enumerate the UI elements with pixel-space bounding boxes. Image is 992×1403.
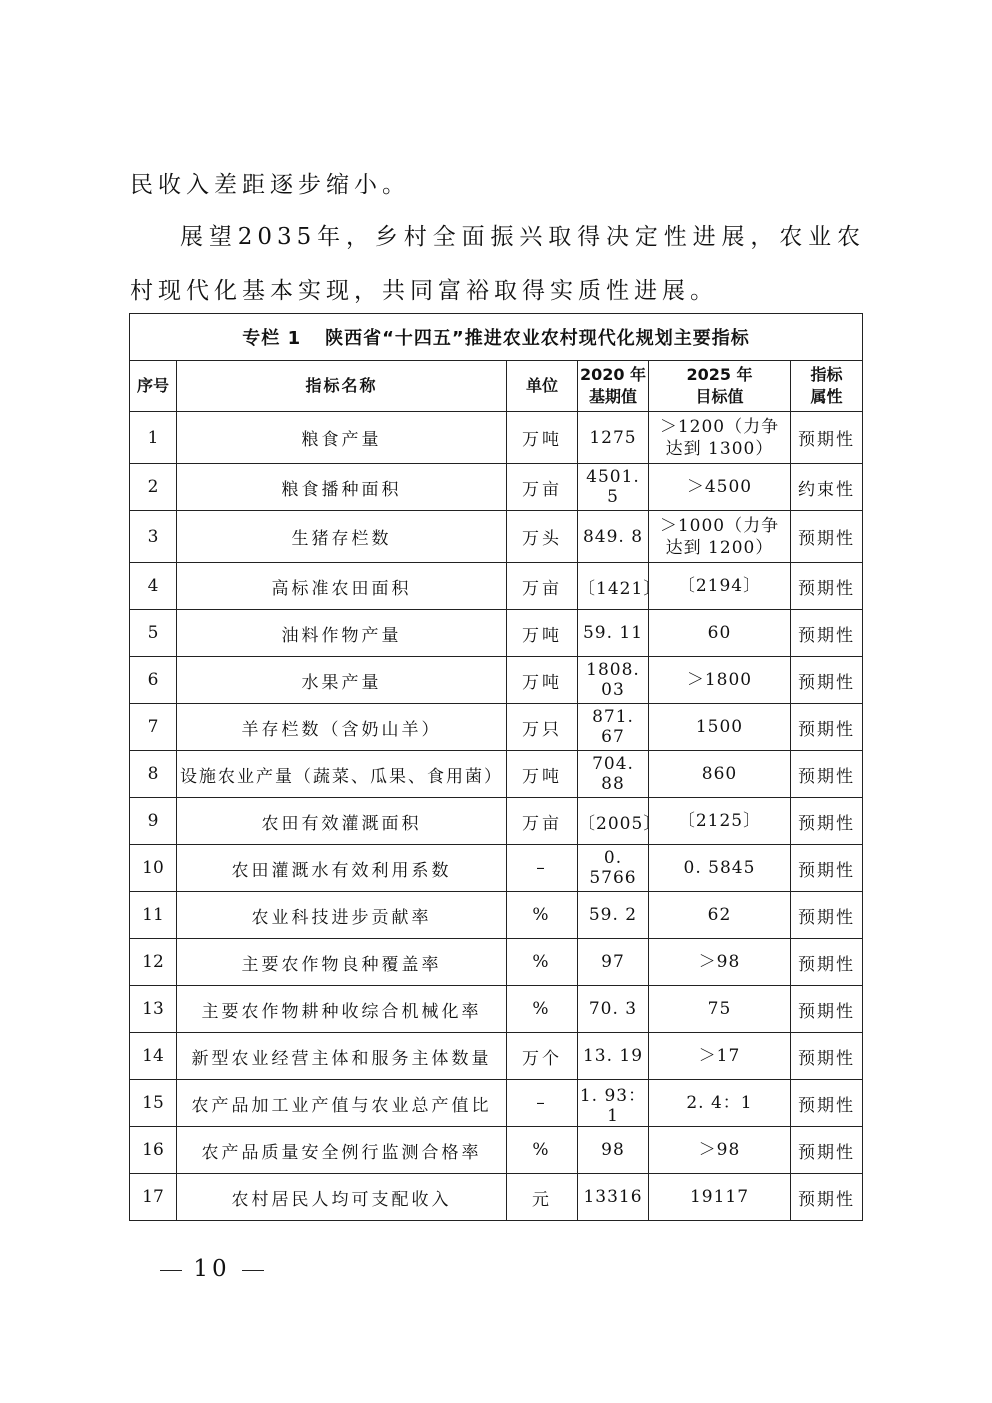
- cell-target-line1: ＞1200（力争: [659, 416, 780, 437]
- cell-base: 1808. 03: [578, 657, 649, 704]
- cell-unit: %: [507, 892, 578, 939]
- cell-unit: %: [507, 986, 578, 1033]
- cell-unit: 万吨: [507, 610, 578, 657]
- cell-unit: 万个: [507, 1033, 578, 1080]
- cell-target: ＞1800: [649, 657, 791, 704]
- header-unit: 单位: [507, 361, 578, 412]
- cell-target: [649, 511, 791, 563]
- table-row: [130, 1127, 863, 1174]
- cell-seq: 1: [130, 412, 177, 464]
- cell-unit: 万头: [507, 511, 578, 563]
- header-target-line2: 目标值: [695, 387, 744, 406]
- cell-target: ＞4500: [649, 464, 791, 511]
- cell-attr: 预期性: [791, 892, 863, 939]
- header-base-line2: 基期值: [588, 387, 637, 406]
- cell-seq: 2: [130, 464, 177, 511]
- cell-seq: 3: [130, 511, 177, 563]
- table-row: [130, 1174, 863, 1221]
- cell-seq: 14: [130, 1033, 177, 1080]
- cell-seq: 13: [130, 986, 177, 1033]
- cell-target-line1: ＞1000（力争: [659, 515, 780, 536]
- cell-seq: 12: [130, 939, 177, 986]
- cell-attr: 预期性: [791, 1080, 863, 1127]
- paragraph-income-gap: 民收入差距逐步缩小。: [130, 172, 410, 198]
- cell-target: 〔2125〕: [649, 798, 791, 845]
- header-target-line1: 2025 年: [686, 365, 753, 384]
- cell-name: 农村居民人均可支配收入: [177, 1174, 507, 1221]
- cell-attr: 预期性: [791, 986, 863, 1033]
- table-header-row: [130, 361, 863, 412]
- header-attr-line1: 指标: [810, 365, 843, 384]
- cell-base: 704. 88: [578, 751, 649, 798]
- page-number-value: 10: [193, 1256, 231, 1282]
- cell-name: 农田有效灌溉面积: [177, 798, 507, 845]
- cell-name: 农业科技进步贡献率: [177, 892, 507, 939]
- cell-name: 水果产量: [177, 657, 507, 704]
- table-row: [130, 412, 863, 464]
- cell-attr: 预期性: [791, 1127, 863, 1174]
- cell-target-line2: 达到 1200）: [665, 537, 774, 558]
- cell-unit: 万亩: [507, 798, 578, 845]
- header-seq: 序号: [130, 361, 177, 412]
- cell-seq: 4: [130, 563, 177, 610]
- table-row: [130, 704, 863, 751]
- table-row: [130, 986, 863, 1033]
- cell-attr: 预期性: [791, 511, 863, 563]
- cell-seq: 6: [130, 657, 177, 704]
- table-row: [130, 610, 863, 657]
- table-row: [130, 1080, 863, 1127]
- cell-base: 849. 8: [578, 511, 649, 563]
- cell-seq: 10: [130, 845, 177, 892]
- header-target: [649, 361, 791, 412]
- cell-unit: %: [507, 939, 578, 986]
- cell-name: 主要农作物耕种收综合机械化率: [177, 986, 507, 1033]
- cell-target: ＞98: [649, 1127, 791, 1174]
- cell-attr: 预期性: [791, 412, 863, 464]
- cell-seq: 8: [130, 751, 177, 798]
- table-caption: [130, 314, 863, 361]
- table-row: [130, 1033, 863, 1080]
- cell-base: 1. 93：1: [578, 1080, 649, 1127]
- cell-base: 〔1421〕: [578, 563, 649, 610]
- table-caption-row: [130, 314, 863, 361]
- cell-unit: 万亩: [507, 464, 578, 511]
- cell-target: ＞17: [649, 1033, 791, 1080]
- cell-seq: 15: [130, 1080, 177, 1127]
- cell-target: 75: [649, 986, 791, 1033]
- header-base: [578, 361, 649, 412]
- cell-unit: 元: [507, 1174, 578, 1221]
- table-row: [130, 751, 863, 798]
- caption-number: 专栏 1: [242, 328, 302, 349]
- cell-seq: 5: [130, 610, 177, 657]
- cell-attr: 预期性: [791, 845, 863, 892]
- cell-attr: 预期性: [791, 1174, 863, 1221]
- cell-unit: –: [507, 845, 578, 892]
- cell-name: 农田灌溉水有效利用系数: [177, 845, 507, 892]
- cell-name: 粮食播种面积: [177, 464, 507, 511]
- cell-target: 860: [649, 751, 791, 798]
- page-number-dash-left: [160, 1270, 182, 1271]
- paragraph-2035-outlook: 展望2035年，乡村全面振兴取得决定性进展，农业农村现代化基本实现，共同富裕取得实质性进展。: [130, 224, 865, 304]
- cell-base: 〔2005〕: [578, 798, 649, 845]
- cell-attr: 预期性: [791, 798, 863, 845]
- cell-name: 农产品加工业产值与农业总产值比: [177, 1080, 507, 1127]
- cell-seq: 7: [130, 704, 177, 751]
- table-row: [130, 798, 863, 845]
- cell-seq: 17: [130, 1174, 177, 1221]
- cell-name: 油料作物产量: [177, 610, 507, 657]
- cell-target: 0. 5845: [649, 845, 791, 892]
- cell-target: 62: [649, 892, 791, 939]
- table-row: [130, 892, 863, 939]
- cell-target-line2: 达到 1300）: [665, 438, 774, 459]
- page-number: [160, 1256, 264, 1282]
- caption-title: 陕西省“十四五”推进农业农村现代化规划主要指标: [325, 328, 750, 349]
- cell-attr: 预期性: [791, 610, 863, 657]
- cell-base: 4501. 5: [578, 464, 649, 511]
- cell-target: 60: [649, 610, 791, 657]
- cell-unit: 万吨: [507, 751, 578, 798]
- cell-target: 〔2194〕: [649, 563, 791, 610]
- cell-base: 1275: [578, 412, 649, 464]
- cell-unit: –: [507, 1080, 578, 1127]
- cell-attr: 预期性: [791, 1033, 863, 1080]
- cell-name: 生猪存栏数: [177, 511, 507, 563]
- table-row: [130, 563, 863, 610]
- cell-name: 粮食产量: [177, 412, 507, 464]
- cell-seq: 11: [130, 892, 177, 939]
- cell-unit: 万吨: [507, 657, 578, 704]
- cell-base: 871. 67: [578, 704, 649, 751]
- cell-base: 59. 11: [578, 610, 649, 657]
- cell-unit: %: [507, 1127, 578, 1174]
- indicators-table: [129, 313, 863, 1221]
- cell-name: 设施农业产量（蔬菜、瓜果、食用菌）: [177, 751, 507, 798]
- cell-attr: 预期性: [791, 939, 863, 986]
- cell-base: 13316: [578, 1174, 649, 1221]
- header-attr-line2: 属性: [810, 387, 843, 406]
- cell-attr: 预期性: [791, 657, 863, 704]
- cell-base: 59. 2: [578, 892, 649, 939]
- cell-base: 13. 19: [578, 1033, 649, 1080]
- cell-unit: 万只: [507, 704, 578, 751]
- cell-target: [649, 412, 791, 464]
- cell-attr: 预期性: [791, 751, 863, 798]
- cell-target: ＞98: [649, 939, 791, 986]
- cell-base: 0. 5766: [578, 845, 649, 892]
- table-row: [130, 464, 863, 511]
- header-attr: [791, 361, 863, 412]
- cell-unit: 万吨: [507, 412, 578, 464]
- table-row: [130, 845, 863, 892]
- cell-attr: 约束性: [791, 464, 863, 511]
- cell-base: 98: [578, 1127, 649, 1174]
- header-name: 指标名称: [177, 361, 507, 412]
- cell-name: 主要农作物良种覆盖率: [177, 939, 507, 986]
- cell-name: 新型农业经营主体和服务主体数量: [177, 1033, 507, 1080]
- header-base-line1: 2020 年: [579, 365, 647, 384]
- table-row: [130, 511, 863, 563]
- cell-unit: 万亩: [507, 563, 578, 610]
- table-row: [130, 657, 863, 704]
- page-number-dash-right: [242, 1270, 264, 1271]
- cell-seq: 9: [130, 798, 177, 845]
- table-row: [130, 939, 863, 986]
- cell-target: 1500: [649, 704, 791, 751]
- cell-base: 70. 3: [578, 986, 649, 1033]
- cell-target: 2. 4：1: [649, 1080, 791, 1127]
- cell-base: 97: [578, 939, 649, 986]
- cell-seq: 16: [130, 1127, 177, 1174]
- cell-name: 高标准农田面积: [177, 563, 507, 610]
- cell-name: 羊存栏数（含奶山羊）: [177, 704, 507, 751]
- cell-attr: 预期性: [791, 704, 863, 751]
- cell-name: 农产品质量安全例行监测合格率: [177, 1127, 507, 1174]
- cell-attr: 预期性: [791, 563, 863, 610]
- cell-target: 19117: [649, 1174, 791, 1221]
